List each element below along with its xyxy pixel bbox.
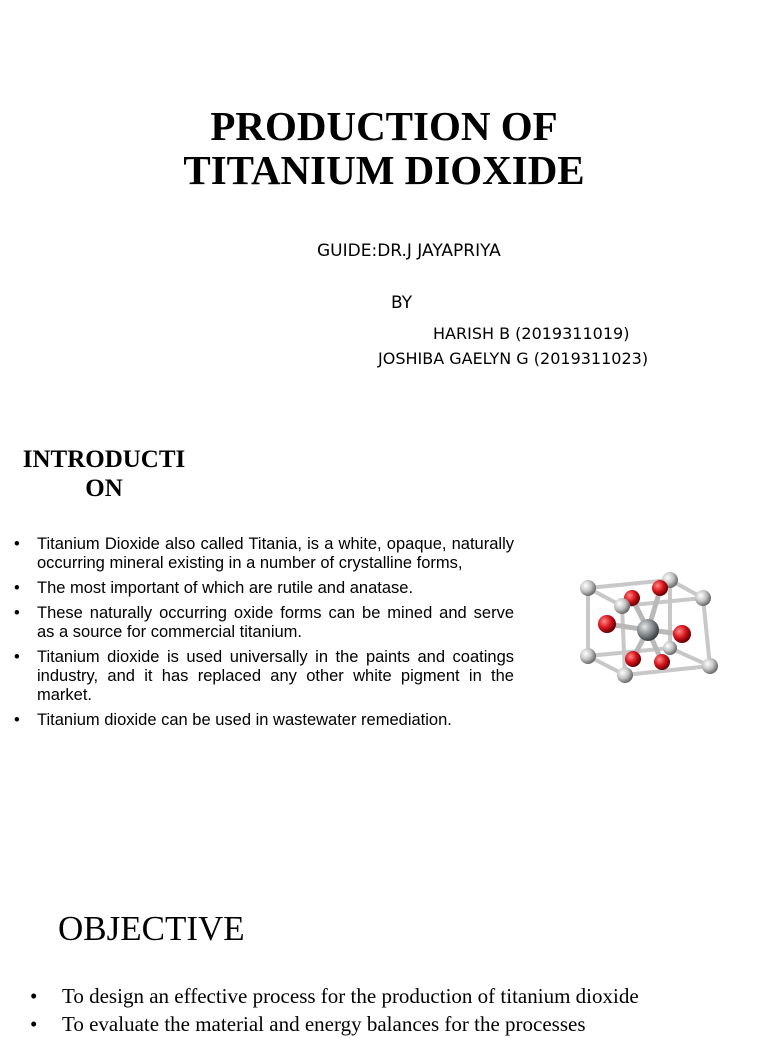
intro-bullet: • These naturally occurring oxide forms can be mined and serve as a source for commercial titanium. <box>14 604 514 642</box>
oxygen-atom <box>625 651 641 667</box>
author-2: JOSHIBA GAELYN G (2019311023) <box>378 349 649 368</box>
title-line-1: PRODUCTION OF <box>210 103 558 149</box>
center-titanium-atom <box>637 619 659 641</box>
by-label: BY <box>391 293 413 313</box>
oxygen-atom <box>652 580 668 596</box>
author-1: HARISH B (2019311019) <box>433 324 630 343</box>
intro-bullet: • Titanium Dioxide also called Titania, is a white, opaque, naturally occurring mineral existing in a number of crystalline forms, <box>14 535 514 573</box>
titanium-atom <box>663 641 677 655</box>
objective-bullet: • To evaluate the material and energy balances for the processes <box>30 1010 750 1038</box>
oxygen-atom <box>673 625 691 643</box>
intro-bullet: • Titanium dioxide can be used in wastewater remediation. <box>14 711 514 730</box>
title-line-2: TITANIUM DIOXIDE <box>183 147 585 193</box>
oxygen-atom <box>654 654 670 670</box>
intro-bullet: • Titanium dioxide is used universally in the paints and coatings industry, and it has replaced any other white pigment in the market. <box>14 648 514 705</box>
introduction-heading-line-2: ON <box>85 475 123 502</box>
titanium-atom <box>614 598 630 614</box>
introduction-heading-line-1: INTRODUCTI <box>22 446 186 473</box>
introduction-bullet-list <box>14 535 514 736</box>
titanium-atom <box>695 590 711 606</box>
objective-heading: OBJECTIVE <box>58 909 245 948</box>
intro-bullet: • The most important of which are rutile and anatase. <box>14 579 514 598</box>
titanium-atom <box>702 658 718 674</box>
titanium-atom <box>580 580 596 596</box>
objective-bullet: • To design an effective process for the production of titanium dioxide <box>30 982 750 1010</box>
titanium-atom <box>580 648 596 664</box>
titanium-atom <box>617 667 633 683</box>
oxygen-atom <box>598 615 616 633</box>
crystal-structure-image <box>570 568 720 688</box>
objective-bullet-list <box>30 982 750 1038</box>
guide-text: GUIDE:DR.J JAYAPRIYA <box>317 241 501 261</box>
